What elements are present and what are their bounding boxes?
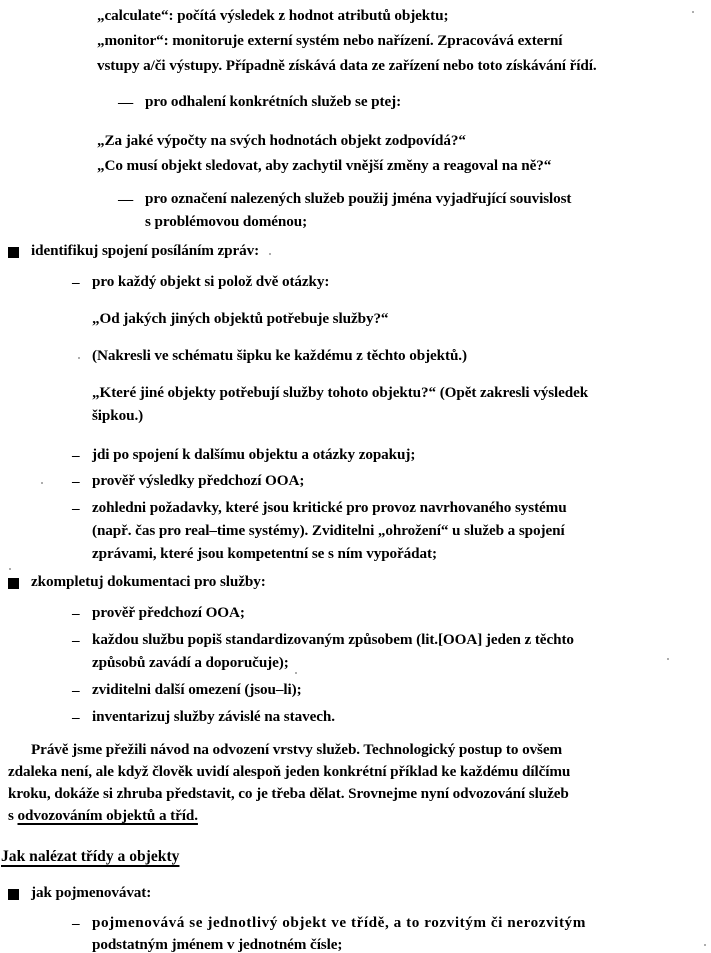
bullet-2-item-4-text: inventarizuj služby závislé na stavech. bbox=[92, 708, 335, 725]
scan-speckle bbox=[269, 253, 271, 255]
bullet-1-item-1-text: pro každý objekt si polož dvě otázky: bbox=[92, 273, 330, 290]
scan-speckle bbox=[692, 11, 694, 13]
dash-marker-b2-3: – bbox=[72, 682, 80, 699]
closing-paragraph-line-3: kroku, dokáže si zhruba představit, co je třeba dělat. Srovnejme nyní odvozování služeb bbox=[8, 785, 569, 802]
scan-speckle bbox=[704, 944, 706, 946]
dash-marker-b2-2: – bbox=[72, 632, 80, 649]
bullet-1-item-2-text: jdi po spojení k dalšímu objektu a otázky zopakuj; bbox=[92, 446, 416, 463]
emdash-marker-1: — bbox=[118, 94, 134, 111]
scan-speckle bbox=[78, 357, 80, 359]
dash-marker-b3-1: – bbox=[72, 915, 80, 932]
dash-marker-b1-4: – bbox=[72, 500, 80, 517]
monitor-definition-line-1: „monitor“: monitoruje externí systém nebo nařízení. Zpracovává externí bbox=[97, 32, 563, 49]
monitor-definition-line-2: vstupy a/či výstupy. Případně získává data ze zařízení nebo toto získávání řídí. bbox=[97, 57, 597, 74]
bullet-3-item-1-line-2: podstatným jménem v jednotném čísle; bbox=[92, 936, 343, 953]
dash-marker-b1-2: – bbox=[72, 447, 80, 464]
bullet-2-heading: zkompletuj dokumentaci pro služby: bbox=[31, 573, 266, 590]
bullet-2-item-2-line-1: každou službu popiš standardizovaným způsobem (lit.[OOA] jeden z těchto bbox=[92, 631, 574, 648]
emdash-item-2-line-2: s problémovou doménou; bbox=[145, 213, 308, 230]
quoted-question-monitor: „Co musí objekt sledovat, aby zachytil vnější změny a reagoval na ně?“ bbox=[97, 157, 552, 174]
bullet-2-item-1-text: prověř předchozí OOA; bbox=[92, 604, 245, 621]
closing-paragraph-line-2: zdaleka není, ale když člověk uvidí alespoň jeden konkrétní příklad ke každému dílčímu bbox=[8, 763, 571, 780]
dash-marker-b2-4: – bbox=[72, 709, 80, 726]
bullet-1-question-2-line-1: „Které jiné objekty potřebují služby tohoto objektu?“ (Opět zakresli výsledek bbox=[92, 384, 589, 401]
closing-line-4-prefix: s bbox=[8, 807, 18, 824]
bullet-2-item-3-text: zviditelni další omezení (jsou–li); bbox=[92, 681, 302, 698]
emdash-item-2-line-1: pro označení nalezených služeb použij jména vyjadřující souvislost bbox=[145, 190, 572, 207]
emdash-item-1-text: pro odhalení konkrétních služeb se ptej: bbox=[145, 93, 402, 110]
section-heading-find-classes: Jak nalézat třídy a objekty bbox=[1, 848, 180, 865]
bullet-1-question-1: „Od jakých jiných objektů potřebuje služby?“ bbox=[92, 310, 389, 327]
bullet-1-question-2-line-2: šipkou.) bbox=[92, 407, 144, 424]
bullet-3-item-1-line-1: pojmenovává se jednotlivý objekt ve třídě, a to rozvitým či nerozvitým bbox=[92, 914, 586, 931]
dash-marker-b1-3: – bbox=[72, 473, 80, 490]
calculate-definition-line: „calculate“: počítá výsledek z hodnot atributů objektu; bbox=[97, 7, 449, 24]
bullet-1-item-4-line-2: (např. čas pro real–time systémy). Zviditelni „ohrožení“ u služeb a spojení bbox=[92, 522, 565, 539]
bullet-1-item-4-line-1: zohledni požadavky, které jsou kritické pro provoz navrhovaného systému bbox=[92, 499, 567, 516]
scan-speckle bbox=[667, 658, 669, 660]
closing-paragraph-line-4 bbox=[8, 808, 198, 823]
bullet-1-note-1: (Nakresli ve schématu šipku ke každému z těchto objektů.) bbox=[92, 347, 467, 364]
closing-line-4-emphasis: odvozováním objektů a tříd. bbox=[17, 807, 198, 824]
bullet-2-item-2-line-2: způsobů zavádí a doporučuje); bbox=[92, 654, 289, 671]
bullet-1-item-4-line-3: zprávami, které jsou kompetentní se s ním vypořádat; bbox=[92, 545, 437, 562]
bullet-1-heading: identifikuj spojení posíláním zpráv: bbox=[31, 242, 260, 259]
square-bullet-icon-2 bbox=[8, 578, 19, 589]
scan-speckle bbox=[41, 482, 43, 484]
bullet-3-heading: jak pojmenovávat: bbox=[31, 884, 152, 901]
dash-marker-b1-1: – bbox=[72, 274, 80, 291]
square-bullet-icon-1 bbox=[8, 247, 19, 258]
scan-speckle bbox=[9, 568, 11, 570]
closing-paragraph-line-1: Právě jsme přežili návod na odvození vrstvy služeb. Technologický postup to ovšem bbox=[31, 741, 563, 758]
scan-speckle bbox=[295, 672, 297, 674]
quoted-question-calculate: „Za jaké výpočty na svých hodnotách objekt zodpovídá?“ bbox=[97, 132, 466, 149]
bullet-1-item-3-text: prověř výsledky předchozí OOA; bbox=[92, 472, 305, 489]
square-bullet-icon-3 bbox=[8, 889, 19, 900]
dash-marker-b2-1: – bbox=[72, 605, 80, 622]
emdash-marker-2: — bbox=[118, 191, 134, 208]
